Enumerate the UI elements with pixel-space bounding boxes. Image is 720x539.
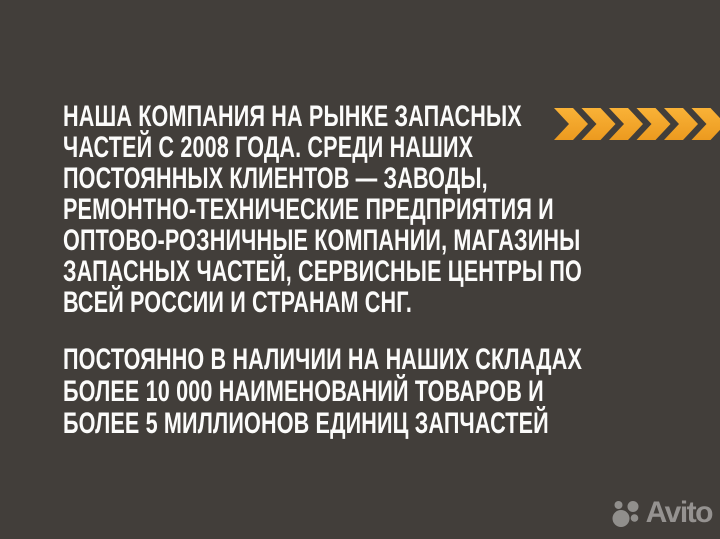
text-line: БОЛЕЕ 5 МИЛЛИОНОВ ЕДИНИЦ ЗАПЧАСТЕЙ bbox=[63, 407, 549, 440]
avito-logo-text: Avito bbox=[645, 496, 712, 529]
paragraph-stock-info bbox=[63, 344, 582, 440]
avito-logo-icon bbox=[611, 498, 643, 528]
paragraph-company-history bbox=[63, 101, 582, 318]
text-line: ВСЕЙ РОССИИ И СТРАНАМ СНГ. bbox=[63, 286, 413, 319]
text-line: ЧАСТЕЙ С 2008 ГОДА. СРЕДИ НАШИХ bbox=[63, 131, 474, 164]
text-line: РЕМОНТНО-ТЕХНИЧЕСКИЕ ПРЕДПРИЯТИЯ И bbox=[63, 193, 554, 226]
text-line: ПОСТОЯННЫХ КЛИЕНТОВ — ЗАВОДЫ, bbox=[63, 162, 488, 195]
text-line: БОЛЕЕ 10 000 НАИМЕНОВАНИЙ ТОВАРОВ И bbox=[63, 375, 544, 408]
text-line: ОПТОВО-РОЗНИЧНЫЕ КОМПАНИИ, МАГАЗИНЫ bbox=[63, 224, 581, 257]
text-line: ЗАПАСНЫХ ЧАСТЕЙ, СЕРВИСНЫЕ ЦЕНТРЫ ПО bbox=[63, 255, 582, 288]
avito-watermark bbox=[611, 498, 712, 528]
text-line: ПОСТОЯННО В НАЛИЧИИ НА НАШИХ СКЛАДАХ bbox=[63, 343, 583, 376]
text-line: НАША КОМПАНИЯ НА РЫНКЕ ЗАПАСНЫХ bbox=[63, 100, 522, 133]
